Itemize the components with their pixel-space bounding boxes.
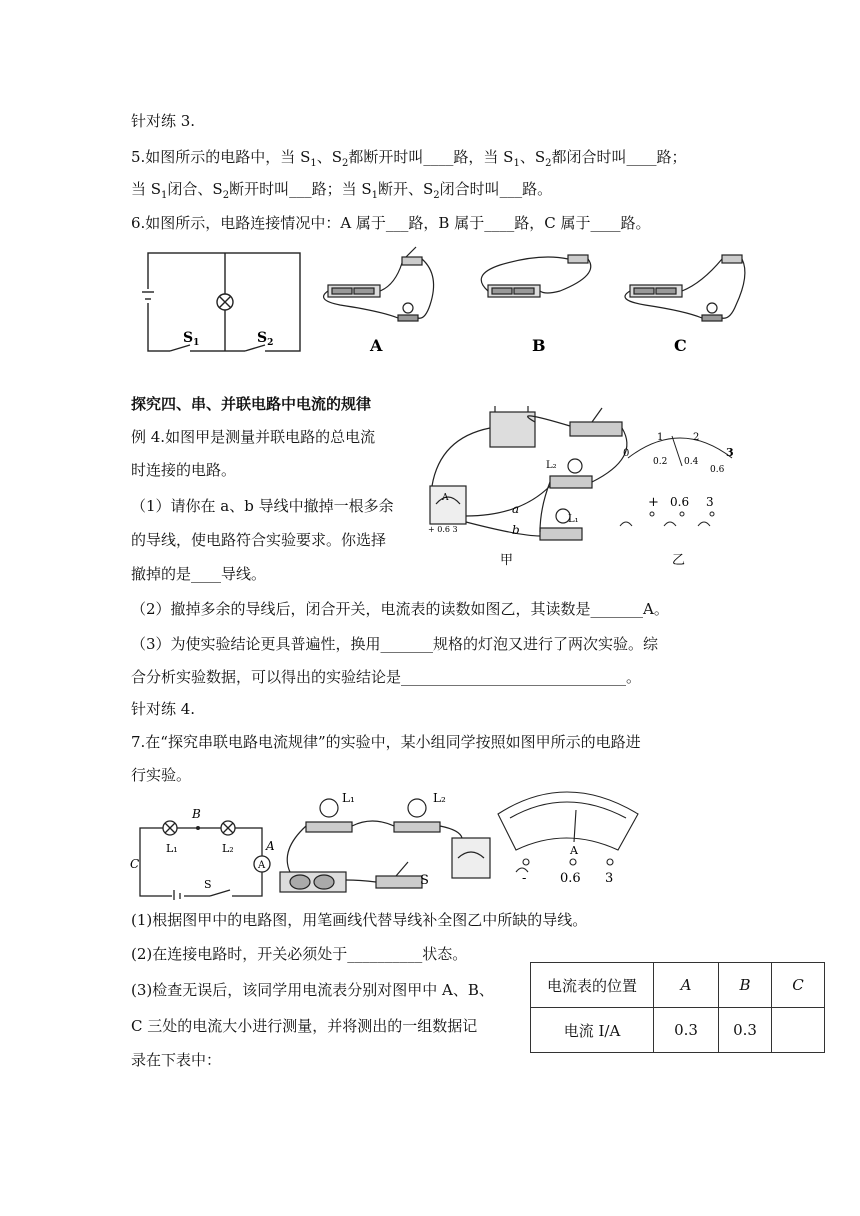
question-7-part-1: (1)根据图甲中的电路图，用笔画线代替导线补全图乙中所缺的导线。 xyxy=(131,911,588,929)
q5-text: 断开时叫___路；当 S xyxy=(229,180,372,198)
subscript: 1 xyxy=(161,190,168,201)
subscript: 1 xyxy=(371,190,378,201)
dial-terminal-0.6: 0.6 xyxy=(560,871,581,886)
label-a: A xyxy=(370,336,383,355)
subscript: 2 xyxy=(433,190,440,201)
q5-text: 、S xyxy=(316,148,343,166)
table-header-cell: A xyxy=(654,963,719,1008)
subscript: 2 xyxy=(342,158,349,169)
question-7-line-2: 行实验。 xyxy=(131,766,192,784)
point-a-label: A xyxy=(266,839,275,853)
meter-tick-2: 2 xyxy=(693,432,700,443)
subscript: 2 xyxy=(222,190,230,201)
jia-label: 甲 xyxy=(500,553,514,568)
terminal-0.6: 0.6 xyxy=(670,495,690,509)
example-4-line-6: （2）撤掉多余的导线后，闭合开关，电流表的读数如图乙，其读数是_______A。 xyxy=(131,600,669,618)
practice-4-heading: 针对练 4. xyxy=(131,700,196,718)
ammeter-dial xyxy=(620,436,732,526)
wire-a-label: a xyxy=(512,502,520,516)
circuit-picture-a xyxy=(324,247,434,321)
label-b: B xyxy=(532,336,546,355)
meter-sub-0.2: 0.2 xyxy=(653,457,668,467)
terminal-3: 3 xyxy=(706,495,714,509)
small-terminals: + 0.6 3 xyxy=(428,525,458,534)
q5-text: 都断开时叫____路，当 S xyxy=(348,148,514,166)
question-7-part-3a: (3)检查无误后，该同学用电流表分别对图甲中 A、B、 xyxy=(131,981,494,999)
circuit-schematic xyxy=(142,253,300,355)
l1-picture-label: L₁ xyxy=(342,791,355,805)
current-table xyxy=(530,962,825,1053)
point-c-label: C xyxy=(130,857,140,871)
example-4-line-5: 撤掉的是____导线。 xyxy=(131,565,267,583)
question-7-part-3c: 录在下表中： xyxy=(131,1051,222,1069)
point-b-label: B xyxy=(192,807,201,821)
l1-label: L₁ xyxy=(568,514,579,525)
circuit-picture-c xyxy=(625,255,745,321)
table-header-cell: C xyxy=(772,963,825,1008)
s-symbol-label: S xyxy=(204,878,212,891)
q5-text: 5.如图所示的电路中，当 S xyxy=(131,148,311,166)
yi-label: 乙 xyxy=(672,553,686,568)
l2-picture-label: L₂ xyxy=(433,791,446,805)
q5-text: 闭合、S xyxy=(167,180,223,198)
example-4-line-3: （1）请你在 a、b 导线中撤掉一根多余 xyxy=(131,497,394,515)
example-4-line-8: 合分析实验数据，可以得出的实验结论是______________________________。 xyxy=(131,668,642,686)
series-picture xyxy=(280,799,490,892)
dial-terminal-minus: - xyxy=(522,871,527,886)
table-row xyxy=(531,1008,825,1053)
example-4-line-2: 时连接的电路。 xyxy=(131,461,237,479)
l1-symbol-label: L₁ xyxy=(166,842,178,855)
q5-text: 当 S xyxy=(131,180,162,198)
wire-b-label: b xyxy=(512,523,520,537)
terminal-plus: + xyxy=(648,495,659,510)
s1-label: $S_1$ xyxy=(183,330,200,348)
dial-a-label: A xyxy=(570,844,578,857)
table-row-label: 电流 I/A xyxy=(531,1008,654,1053)
question-5-line-1 xyxy=(131,146,686,175)
s2-label: $S_2$ xyxy=(257,330,274,348)
example-4-line-4: 的导线，使电路符合实验要求。你选择 xyxy=(131,531,387,549)
switch-picture-label: S xyxy=(420,873,429,888)
q5-text: 都闭合时叫____路； xyxy=(551,148,687,166)
section-4-title: 探究四、串、并联电路中电流的规律 xyxy=(131,395,372,413)
table-cell: 0.3 xyxy=(654,1008,719,1053)
ammeter-a-label: A xyxy=(442,493,449,503)
ammeter-symbol: A xyxy=(258,860,266,871)
subscript: 2 xyxy=(545,158,552,169)
table-header-cell: B xyxy=(719,963,772,1008)
label-c: C xyxy=(674,336,687,355)
question-6: 6.如图所示，电路连接情况中：A 属于___路，B 属于____路，C 属于____路。 xyxy=(131,214,651,232)
q5-text: 断开、S xyxy=(378,180,434,198)
meter-sub-0.6: 0.6 xyxy=(710,465,725,475)
question-7-part-3b: C 三处的电流大小进行测量，并将测出的一组数据记 xyxy=(131,1017,478,1035)
dial-terminal-3: 3 xyxy=(605,871,614,886)
figure-parallel-circuit xyxy=(420,398,740,573)
meter-tick-1: 1 xyxy=(657,432,664,443)
circuit-picture-b xyxy=(481,255,591,297)
example-4-line-1: 例 4.如图甲是测量并联电路的总电流 xyxy=(131,428,376,446)
table-header-cell: 电流表的位置 xyxy=(531,963,654,1008)
subscript: 1 xyxy=(513,158,520,169)
practice-3-heading: 针对练 3. xyxy=(131,112,196,130)
meter-tick-0: 0 xyxy=(623,448,630,459)
q5-text: 闭合时叫___路。 xyxy=(439,180,553,198)
subscript: 1 xyxy=(310,158,317,169)
question-5-line-2 xyxy=(131,178,552,207)
q5-text: 、S xyxy=(519,148,546,166)
meter-sub-0.4: 0.4 xyxy=(684,457,699,467)
question-7-line-1: 7.在“探究串联电路电流规律”的实验中，某小组同学按照如图甲所示的电路进 xyxy=(131,733,641,751)
circuit-jia xyxy=(430,406,630,540)
table-cell xyxy=(772,1008,825,1053)
l2-label: L₂ xyxy=(546,460,557,471)
l2-symbol-label: L₂ xyxy=(222,842,234,855)
table-row xyxy=(531,963,825,1008)
figure-circuits-abc xyxy=(140,245,780,360)
figure-series-circuit xyxy=(130,780,690,900)
table-cell: 0.3 xyxy=(719,1008,772,1053)
example-4-line-7: （3）为使实验结论更具普遍性，换用_______规格的灯泡又进行了两次实验。综 xyxy=(131,635,659,653)
question-7-part-2: (2)在连接电路时，开关必须处于__________状态。 xyxy=(131,945,468,963)
meter-tick-3: 3 xyxy=(726,446,734,459)
ammeter-dial-2 xyxy=(498,792,638,872)
